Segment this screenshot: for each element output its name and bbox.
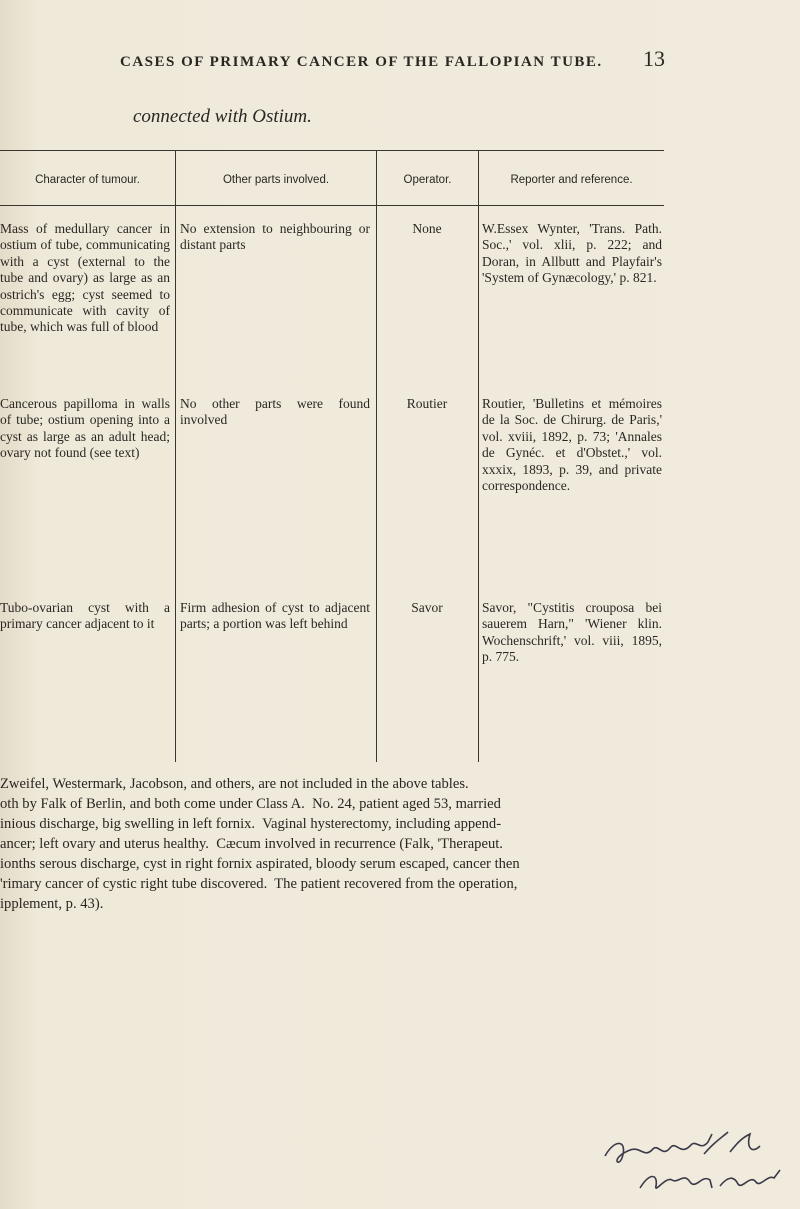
row-3-character: Tubo-ovarian cyst with a primary cancer adjacent to it [0, 600, 170, 632]
running-head-title: CASES OF PRIMARY CANCER OF THE FALLOPIAN TUBE. [120, 54, 603, 70]
column-divider-3 [478, 150, 479, 762]
row-2-reporter: Routier, 'Bulletins et mémoires de la Soc. de Chirurg. de Paris,' vol. xviii, 1892, p. 73; 'Annales de Gynéc. et d'Obstet.,' vol. xxxix, 1893, p. 39, and private correspondence. [482, 396, 662, 494]
row-3-operator: Savor [411, 600, 443, 615]
row-2-other-parts: No other parts were found involved [180, 396, 370, 428]
table-caption: connected with Ostium. [133, 106, 312, 127]
row-2-character: Cancerous papilloma in walls of tube; ostium opening into a cyst as large as an adult head; ovary not found (see text) [0, 396, 170, 461]
table-header-rule [0, 205, 664, 206]
row-2-operator: Routier [406, 396, 448, 411]
row-1-reporter: W.Essex Wynter, 'Trans. Path. Soc.,' vol. xlii, p. 222; and Doran, in Allbutt and Playfair's 'System of Gynæcology,' p. 821. [482, 221, 662, 286]
body-line: ancer; left ovary and uterus healthy. Cæcum involved in recurrence (Falk, 'Therapeut. [0, 836, 503, 852]
body-line: Zweifel, Westermark, Jacobson, and others, are not included in the above tables. [0, 776, 469, 792]
column-header-other-parts: Other parts involved. [222, 174, 330, 186]
body-line: 'rimary cancer of cystic right tube discovered. The patient recovered from the operation, [0, 876, 518, 892]
column-header-operator: Operator. [403, 174, 452, 186]
row-1-other-parts: No extension to neighbouring or distant parts [180, 221, 370, 253]
handwritten-signature [600, 1128, 790, 1198]
body-line: inious discharge, big swelling in left fornix. Vaginal hysterectomy, including append- [0, 816, 502, 832]
column-divider-1 [175, 150, 176, 762]
column-header-reporter: Reporter and reference. [510, 174, 633, 186]
column-divider-2 [376, 150, 377, 762]
row-1-character: Mass of medullary cancer in ostium of tube, communicating with a cyst (external to the tube and ovary) as large as an ostrich's egg; cyst seemed to communicate with cavity of tube, which was full of blood [0, 221, 170, 335]
table-top-rule [0, 150, 664, 151]
cases-table [0, 150, 664, 762]
body-line: oth by Falk of Berlin, and both come under Class A. No. 24, patient aged 53, married [0, 796, 501, 812]
page-number: 13 [643, 46, 665, 71]
row-3-reporter: Savor, "Cystitis crouposa bei sauerem Harn," 'Wiener klin. Wochenschrift,' vol. viii, 1895, p. 775. [482, 600, 662, 665]
row-1-operator: None [412, 221, 442, 236]
body-paragraph [0, 774, 800, 914]
body-line: ipplement, p. 43). [0, 896, 104, 912]
column-header-character: Character of tumour. [35, 174, 140, 186]
body-line: ionths serous discharge, cyst in right fornix aspirated, bloody serum escaped, cancer then [0, 856, 520, 872]
row-3-other-parts: Firm adhesion of cyst to adjacent parts; a portion was left behind [180, 600, 370, 632]
